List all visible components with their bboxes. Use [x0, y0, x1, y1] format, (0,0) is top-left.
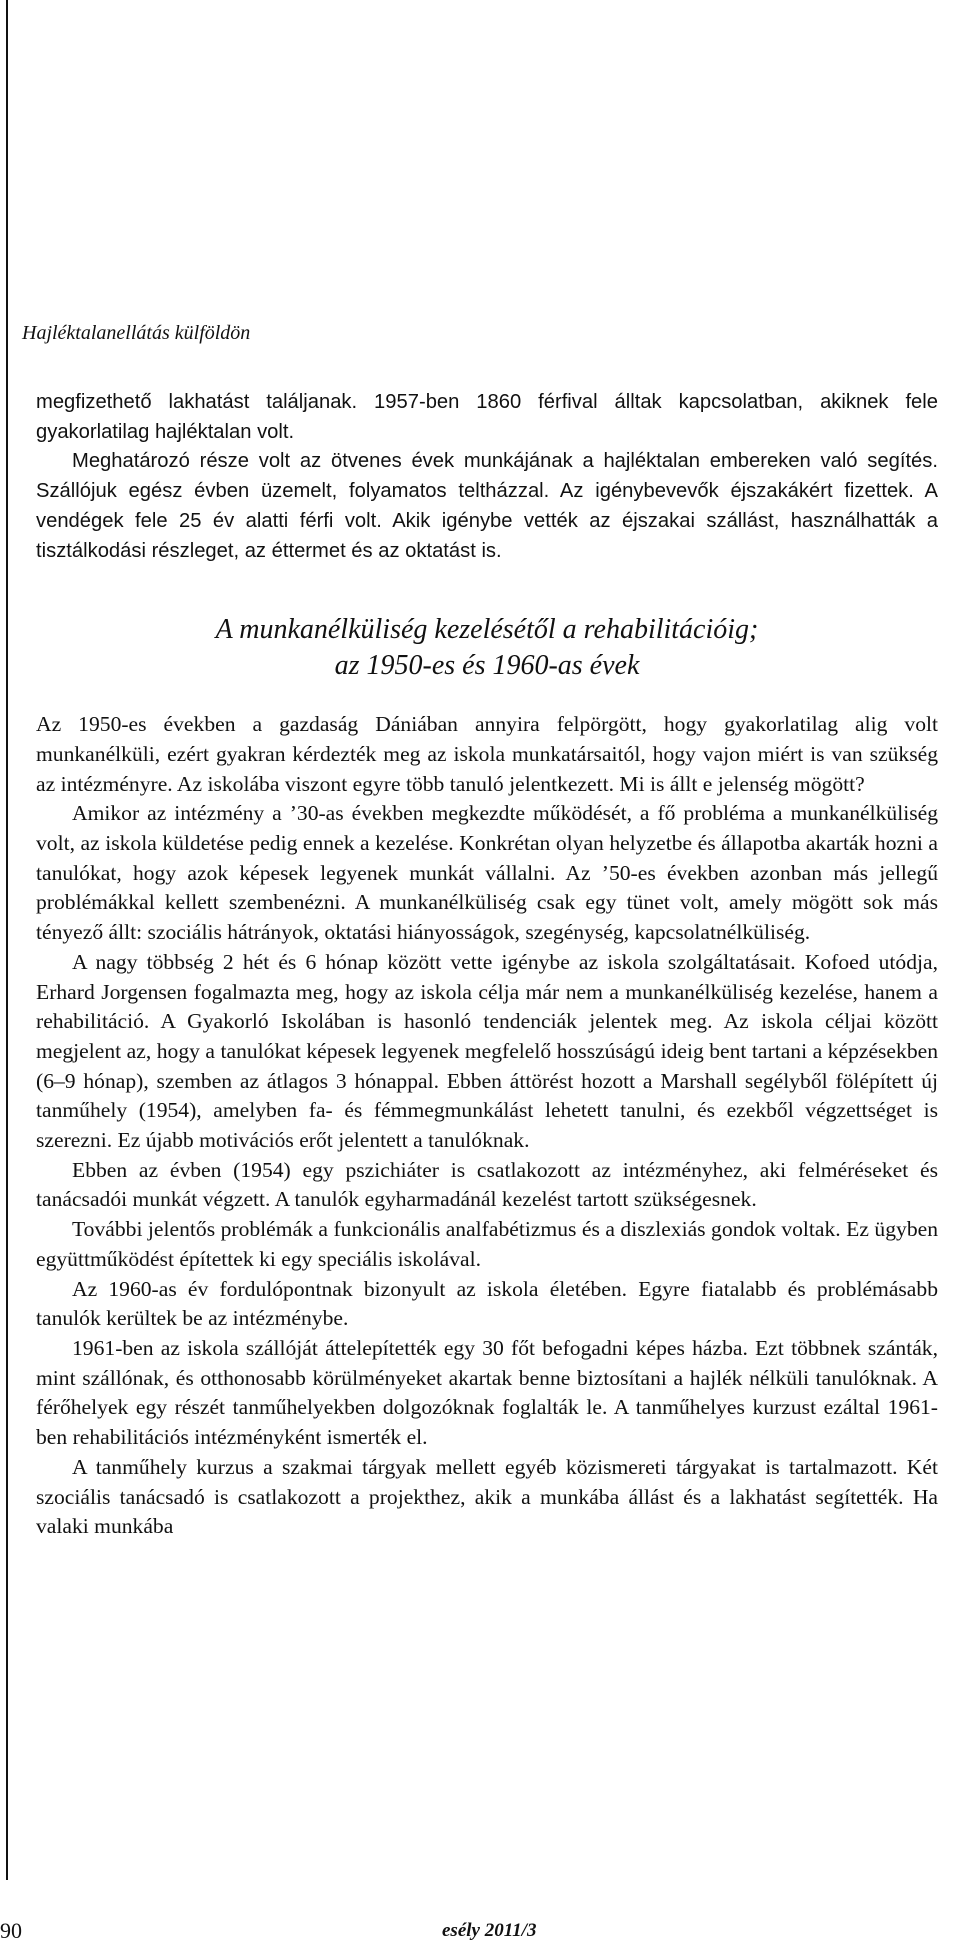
body-paragraph-7: 1961-ben az iskola szállóját áttelepítették egy 30 főt befogadni képes házba. Ezt többnek szánták, mint szállónak, és otthonosabb körülményeket akartak benne biztosítani a hajlék nélküli tanulóknak. A férőhelyek egy részét tanműhelyekben dolgozóknak foglalták le. A tanműhelyes kurzust ezáltal 1961-ben rehabilitációs intézményként ismerték el. [36, 1335, 938, 1450]
body-paragraph-8: A tanműhely kurzus a szakmai tárgyak mellett egyéb közismereti tárgyakat is tartalmazott. Két szociális tanácsadó is csatlakozott a projekthez, akik a munkába állást és a lakhatást segítették. Ha valaki munkába [36, 1454, 938, 1539]
body-paragraph-6: Az 1960-as év fordulópontnak bizonyult az iskola életében. Egyre fiatalabb és problémásabb tanulók kerültek be az intézménybe. [36, 1276, 938, 1331]
section-heading-line-2: az 1950-es és 1960-as évek [334, 650, 640, 682]
intro-block [36, 388, 938, 566]
body-paragraph-2: Amikor az intézmény a ’30-as években megkezdte működését, a fő probléma a munkanélküliség volt, az iskola küldetése pedig ennek a kezelése. Konkrétan olyan helyzetbe és állapotba akarták hozni a tanulókat, hogy azok képesek legyenek munkát vállalni. Az ’50-es években azonban más jellegű problémákkal kellett szembenézni. A munkanélküliség csak egy tünet volt, amely mögött sok más tényező állt: szociális hátrányok, oktatási hiányosságok, szegénység, kapcsolatnélküliség. [36, 801, 938, 945]
page-content [36, 388, 938, 1542]
page-number: 90 [0, 1918, 22, 1943]
body-paragraph-5: További jelentős problémák a funkcionális analfabétizmus és a diszlexiás gondok voltak. Ez ügyben együttműködést építettek ki egy speciális iskolával. [36, 1217, 938, 1271]
intro-paragraph-2: Meghatározó része volt az ötvenes évek munkájának a hajléktalan embereken való segítés. Szállójuk egész évben üzemelt, folyamatos teltházzal. Az igénybevevők éjszakákért fizettek. A vendégek fele 25 év alatti férfi volt. Akik igénybe vették az éjszakai szállást, használhatták a tisztálkodási részleget, az éttermet és az oktatást is. [36, 450, 938, 562]
body-paragraph-1: Az 1950-es években a gazdaság Dániában annyira felpörgött, hogy gyakorlatilag alig volt munkanélküli, ezért gyakran kérdezték meg az iskola munkatársaitól, hogy vajon miért is van szükség az intézményre. Az iskolába viszont egyre több tanuló jelentkezett. Mi is állt e jelenség mögött? [36, 712, 938, 796]
section-heading [36, 612, 938, 684]
body-block [36, 710, 938, 1542]
section-heading-line-1: A munkanélküliség kezelésétől a rehabilitációig; [215, 614, 759, 646]
intro-paragraph-1: megfizethető lakhatást találjanak. 1957-ben 1860 férfival álltak kapcsolatban, akiknek fele gyakorlatilag hajléktalan volt. [36, 391, 938, 443]
left-margin-rule [6, 0, 8, 1880]
running-head: Hajléktalanellátás külföldön [22, 322, 251, 344]
body-paragraph-3: A nagy többség 2 hét és 6 hónap között vette igénybe az iskola szolgáltatásait. Kofoed utódja, Erhard Jorgensen fogalmazta meg, hogy az iskola célja már nem a munkanélküliség kezelése, hanem a rehabilitáció. A Gyakorló Iskolában is hasonló tendenciák jelentek meg. Az iskola céljai között megjelent az, hogy a tanulókat képesek legyenek megfelelő hosszúságú ideig bent tartani a képzésekben (6–9 hónap), szemben az átlagos 3 hónappal. Ebben áttörést hozott a Marshall segélyből fölépített új tanműhely (1954), amelyben fa- és fémmegmunkálást lehetett tanulni, és ezekből végzettséget is szerezni. Ez újabb motivációs erőt jelentett a tanulóknak. [36, 949, 938, 1153]
body-paragraph-4: Ebben az évben (1954) egy pszichiáter is csatlakozott az intézményhez, aki felméréseket és tanácsadói munkát végzett. A tanulók egyharmadánál kezelést tartott szükségesnek. [36, 1157, 938, 1212]
journal-issue: esély 2011/3 [442, 1920, 537, 1941]
